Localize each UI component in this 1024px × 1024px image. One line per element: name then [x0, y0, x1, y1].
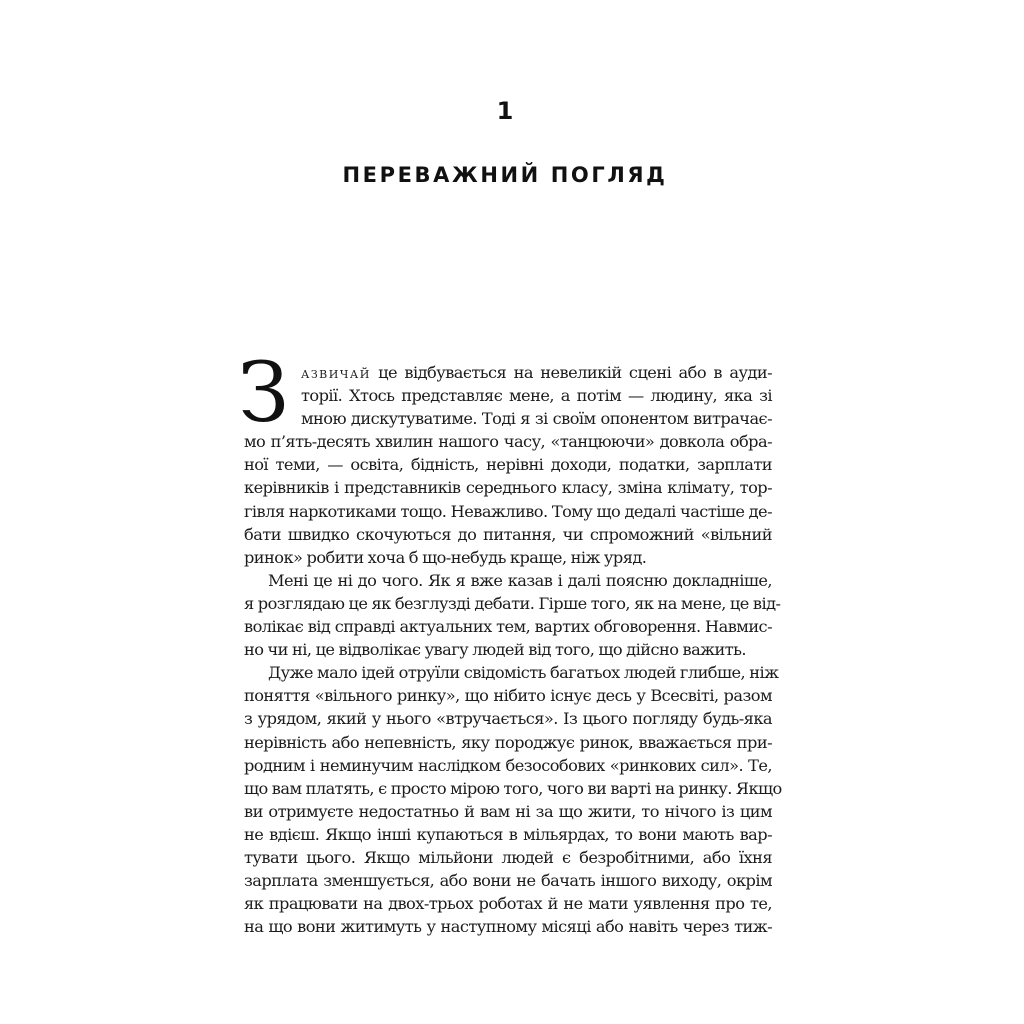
text-line: як працювати на двох-трьох роботах й не мати уявлення про те, [244, 894, 772, 914]
drop-cap: З [238, 346, 290, 441]
text-line: керівників і представників середнього класу, зміна клімату, тор- [244, 478, 772, 498]
text-line: зарплата зменшується, або вони не бачать іншого виходу, окрім [244, 871, 772, 891]
text-line: з урядом, який у нього «втручається». Із цього погляду будь-яка [244, 709, 772, 729]
body-text [238, 346, 782, 938]
text-line: но чи ні, це відволікає увагу людей від того, що дійсно важить. [244, 640, 747, 660]
text-line: мною дискутуватиме. Тоді я зі своїм опонентом витрачає- [301, 409, 772, 429]
first-word-small-caps: азвичай [301, 363, 371, 382]
text-line: Мені це ні до чого. Як я вже казав і далі поясню докладніше, [268, 570, 772, 590]
text-line: на що вони житимуть у наступному місяці або навіть через тиж- [244, 917, 772, 937]
text-line: родним і неминучим наслідком безособових «ринкових сил». Те, [244, 755, 772, 775]
text-line: не вдієш. Якщо інші купаються в мільярдах, то вони мають вар- [244, 824, 772, 844]
text-line: азвичай це відбувається на невеликій сцені або в ауди- [301, 363, 772, 382]
text-line: волікає від справді актуальних тем, вартих обговорення. Навмис- [244, 617, 772, 637]
text-line: тувати цього. Якщо мільйони людей є безробітними, або їхня [244, 847, 772, 867]
text-line: мо п’ять-десять хвилин нашого часу, «танцюючи» довкола обра- [244, 432, 772, 452]
text-line: я розглядаю це як безглузді дебати. Гірше того, як на мене, це від- [244, 593, 781, 613]
text-line: ринок» робити хоча б що-небудь краще, ніж уряд. [244, 547, 647, 567]
chapter-title: ПЕРЕВАЖНИЙ ПОГЛЯД [342, 163, 668, 187]
text-line: нерівність або непевність, яку породжує ринок, вважається при- [244, 732, 772, 752]
text-line: торії. Хтось представляє мене, а потім — людину, яка зі [301, 386, 772, 406]
text-line: ви отримуєте недостатньо й вам ні за що жити, то нічого із цим [244, 801, 772, 821]
text-line: поняття «вільного ринку», що нібито існує десь у Всесвіті, разом [244, 686, 772, 706]
text-line: гівля наркотиками тощо. Неважливо. Тому що дедалі частіше де- [244, 501, 772, 521]
text-line: що вам платять, є просто мірою того, чого ви варті на ринку. Якщо [244, 778, 782, 798]
text-line: ної теми, — освіта, бідність, нерівні доходи, податки, зарплати [244, 455, 772, 475]
text-line: Дуже мало ідей отруїли свідомість багатьох людей глибше, ніж [268, 663, 779, 683]
chapter-number: 1 [496, 97, 514, 125]
text-line: бати швидко скочуються до питання, чи спроможний «вільний [244, 524, 772, 544]
